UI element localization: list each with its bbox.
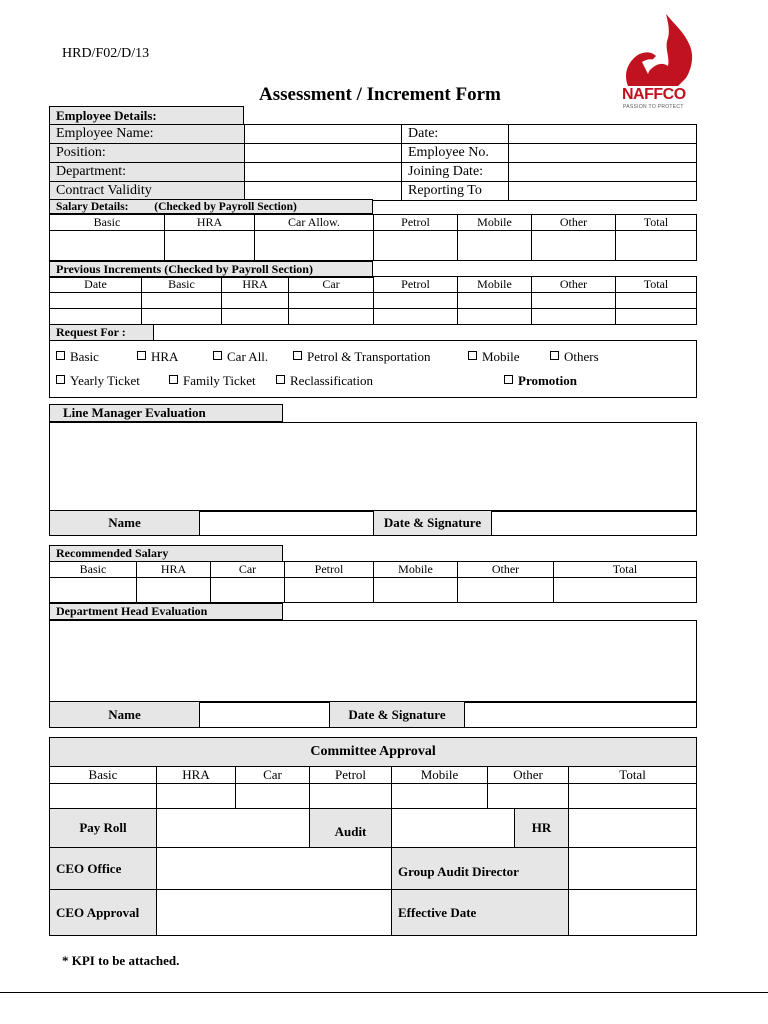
- employee-name-field[interactable]: [245, 125, 402, 144]
- request-reclassification-label: Reclassification: [290, 373, 374, 388]
- dept-head-name-label: Name: [50, 702, 200, 728]
- col-mobile: Mobile: [392, 767, 488, 784]
- dept-head-date-sig-label: Date & Signature: [330, 702, 465, 728]
- committee-approval-table: [49, 737, 697, 809]
- request-basic[interactable]: [56, 349, 99, 365]
- recommended-cell[interactable]: [374, 578, 458, 603]
- joining-date-label: Joining Date:: [402, 163, 509, 182]
- request-family-ticket-label: Family Ticket: [183, 373, 256, 388]
- col-basic: Basic: [50, 767, 157, 784]
- salary-mobile-field[interactable]: [458, 231, 532, 261]
- checkbox-icon[interactable]: [293, 351, 302, 360]
- col-other: Other: [532, 277, 616, 293]
- salary-details-table: [49, 214, 697, 261]
- increment-cell[interactable]: [142, 293, 222, 309]
- employee-details-header: [49, 106, 244, 125]
- col-petrol: Petrol: [374, 215, 458, 231]
- increment-cell[interactable]: [50, 309, 142, 325]
- col-petrol: Petrol: [374, 277, 458, 293]
- table-row: [50, 309, 697, 325]
- committee-cell[interactable]: [569, 784, 697, 809]
- col-other: Other: [458, 562, 554, 578]
- ceo-approval-label: CEO Approval: [50, 890, 157, 936]
- col-hra: HRA: [157, 767, 236, 784]
- checkbox-icon[interactable]: [169, 375, 178, 384]
- group-audit-director-label: Group Audit Director: [392, 848, 569, 890]
- audit-field[interactable]: [392, 809, 515, 848]
- reporting-to-label: Reporting To: [402, 182, 509, 201]
- recommended-cell[interactable]: [211, 578, 285, 603]
- request-for-title: Request For :: [50, 325, 154, 341]
- salary-other-field[interactable]: [532, 231, 616, 261]
- col-petrol: Petrol: [285, 562, 374, 578]
- recommended-cell[interactable]: [285, 578, 374, 603]
- col-mobile: Mobile: [374, 562, 458, 578]
- dept-head-name-field[interactable]: [200, 702, 330, 728]
- request-car-all-label: Car All.: [227, 349, 269, 364]
- reporting-to-field[interactable]: [509, 182, 697, 201]
- department-label: Department:: [50, 163, 245, 182]
- audit-label: Audit: [310, 809, 392, 848]
- ceo-office-field[interactable]: [157, 848, 392, 890]
- checkbox-icon[interactable]: [504, 375, 513, 384]
- ceo-office-label: CEO Office: [50, 848, 157, 890]
- kpi-note: * KPI to be attached.: [62, 953, 180, 968]
- col-car: Car: [289, 277, 374, 293]
- increment-cell[interactable]: [142, 309, 222, 325]
- salary-hra-field[interactable]: [165, 231, 255, 261]
- recommended-cell[interactable]: [137, 578, 211, 603]
- salary-basic-field[interactable]: [50, 231, 165, 261]
- dept-head-date-sig-field[interactable]: [465, 702, 697, 728]
- dept-head-header: [49, 603, 283, 620]
- request-mobile[interactable]: [468, 349, 520, 365]
- request-hra[interactable]: [137, 349, 178, 365]
- increment-cell[interactable]: [289, 309, 374, 325]
- request-petrol-label: Petrol & Transportation: [307, 349, 431, 364]
- table-row: [50, 578, 697, 603]
- previous-increments-table: [49, 276, 697, 325]
- date-field[interactable]: [509, 125, 697, 144]
- salary-car-field[interactable]: [255, 231, 374, 261]
- line-manager-date-sig-label: Date & Signature: [374, 511, 492, 536]
- committee-signoff-table: [49, 808, 697, 848]
- col-mobile: Mobile: [458, 215, 532, 231]
- salary-details-title: Salary Details:: [56, 200, 129, 213]
- col-total: Total: [554, 562, 697, 578]
- line-manager-date-sig-field[interactable]: [492, 511, 697, 536]
- line-manager-header: [49, 404, 283, 422]
- col-basic: Basic: [142, 277, 222, 293]
- increment-cell[interactable]: [222, 293, 289, 309]
- dept-head-evaluation-box[interactable]: [49, 620, 697, 703]
- pay-roll-field[interactable]: [157, 809, 310, 848]
- increment-cell[interactable]: [222, 309, 289, 325]
- request-others[interactable]: [550, 349, 599, 365]
- request-basic-label: Basic: [70, 349, 99, 364]
- col-other: Other: [488, 767, 569, 784]
- committee-cell[interactable]: [157, 784, 236, 809]
- line-manager-title: Line Manager Evaluation: [50, 405, 283, 422]
- committee-cell[interactable]: [50, 784, 157, 809]
- recommended-cell[interactable]: [554, 578, 697, 603]
- flame-eagle-icon: [620, 12, 700, 86]
- department-field[interactable]: [245, 163, 402, 182]
- logo-tagline: PASSION TO PROTECT: [623, 104, 684, 110]
- col-hra: HRA: [137, 562, 211, 578]
- col-car-allow: Car Allow.: [255, 215, 374, 231]
- committee-cell[interactable]: [310, 784, 392, 809]
- request-promotion[interactable]: [504, 373, 577, 389]
- recommended-cell[interactable]: [50, 578, 137, 603]
- request-for-header: [49, 324, 154, 341]
- table-row: [50, 293, 697, 309]
- contract-validity-field[interactable]: [245, 182, 402, 201]
- request-promotion-label: Promotion: [518, 373, 577, 388]
- request-others-label: Others: [564, 349, 599, 364]
- previous-increments-title: Previous Increments (Checked by Payroll Section): [50, 262, 373, 278]
- effective-date-label: Effective Date: [392, 890, 569, 936]
- dept-head-title: Department Head Evaluation: [50, 604, 283, 620]
- effective-date-field[interactable]: [569, 890, 697, 936]
- line-manager-name-field[interactable]: [200, 511, 374, 536]
- committee-cell[interactable]: [488, 784, 569, 809]
- request-car-all[interactable]: [213, 349, 268, 365]
- col-basic: Basic: [50, 215, 165, 231]
- naffco-logo: [620, 12, 700, 112]
- request-petrol[interactable]: [293, 349, 431, 365]
- line-manager-name-label: Name: [50, 511, 200, 536]
- increment-cell[interactable]: [458, 293, 532, 309]
- col-hra: HRA: [165, 215, 255, 231]
- table-row: [50, 784, 697, 809]
- line-manager-evaluation-box[interactable]: [49, 422, 697, 512]
- col-date: Date: [50, 277, 142, 293]
- increment-cell[interactable]: [50, 293, 142, 309]
- col-basic: Basic: [50, 562, 137, 578]
- footer-divider: [0, 992, 768, 993]
- contract-validity-label: Contract Validity: [50, 182, 245, 201]
- increment-cell[interactable]: [532, 293, 616, 309]
- checkbox-icon[interactable]: [56, 351, 65, 360]
- increment-cell[interactable]: [374, 293, 458, 309]
- request-yearly-ticket-label: Yearly Ticket: [70, 373, 140, 388]
- recommended-cell[interactable]: [458, 578, 554, 603]
- salary-details-note: (Checked by Payroll Section): [154, 200, 297, 213]
- col-total: Total: [616, 215, 697, 231]
- request-family-ticket[interactable]: [169, 373, 256, 389]
- logo-brand: NAFFCO: [622, 86, 686, 103]
- increment-cell[interactable]: [458, 309, 532, 325]
- request-for-box: [49, 340, 697, 398]
- recommended-salary-table: [49, 561, 697, 603]
- salary-petrol-field[interactable]: [374, 231, 458, 261]
- line-manager-sign-row: [49, 510, 697, 536]
- request-yearly-ticket[interactable]: [56, 373, 140, 389]
- col-total: Total: [569, 767, 697, 784]
- increment-cell[interactable]: [374, 309, 458, 325]
- col-mobile: Mobile: [458, 277, 532, 293]
- committee-approval-title: Committee Approval: [50, 738, 697, 767]
- col-car: Car: [211, 562, 285, 578]
- employee-no-label: Employee No.: [402, 144, 509, 163]
- employee-name-label: Employee Name:: [50, 125, 245, 144]
- salary-total-field[interactable]: [616, 231, 697, 261]
- col-car: Car: [236, 767, 310, 784]
- hr-label: HR: [515, 809, 569, 848]
- checkbox-icon[interactable]: [137, 351, 146, 360]
- hr-field[interactable]: [569, 809, 697, 848]
- recommended-salary-title: Recommended Salary: [50, 546, 283, 562]
- salary-details-header: [49, 199, 373, 214]
- position-label: Position:: [50, 144, 245, 163]
- request-hra-label: HRA: [151, 349, 179, 364]
- checkbox-icon[interactable]: [56, 375, 65, 384]
- form-title: Assessment / Increment Form: [259, 84, 501, 105]
- group-audit-director-field[interactable]: [569, 848, 697, 890]
- increment-cell[interactable]: [616, 309, 697, 325]
- request-reclassification[interactable]: [276, 373, 373, 389]
- pay-roll-label: Pay Roll: [50, 809, 157, 848]
- checkbox-icon[interactable]: [468, 351, 477, 360]
- checkbox-icon[interactable]: [550, 351, 559, 360]
- increment-cell[interactable]: [616, 293, 697, 309]
- committee-cell[interactable]: [392, 784, 488, 809]
- col-total: Total: [616, 277, 697, 293]
- dept-head-sign-row: [49, 701, 697, 728]
- col-other: Other: [532, 215, 616, 231]
- position-field[interactable]: [245, 144, 402, 163]
- checkbox-icon[interactable]: [276, 375, 285, 384]
- checkbox-icon[interactable]: [213, 351, 222, 360]
- col-petrol: Petrol: [310, 767, 392, 784]
- joining-date-field[interactable]: [509, 163, 697, 182]
- form-code: HRD/F02/D/13: [62, 46, 150, 61]
- date-label: Date:: [402, 125, 509, 144]
- employee-no-field[interactable]: [509, 144, 697, 163]
- committee-ceo-table: [49, 847, 697, 936]
- increment-cell[interactable]: [289, 293, 374, 309]
- increment-cell[interactable]: [532, 309, 616, 325]
- ceo-approval-field[interactable]: [157, 890, 392, 936]
- employee-details-table: [49, 124, 697, 201]
- col-hra: HRA: [222, 277, 289, 293]
- employee-details-title: Employee Details:: [50, 107, 244, 125]
- recommended-salary-header: [49, 545, 283, 562]
- committee-cell[interactable]: [236, 784, 310, 809]
- request-mobile-label: Mobile: [482, 349, 520, 364]
